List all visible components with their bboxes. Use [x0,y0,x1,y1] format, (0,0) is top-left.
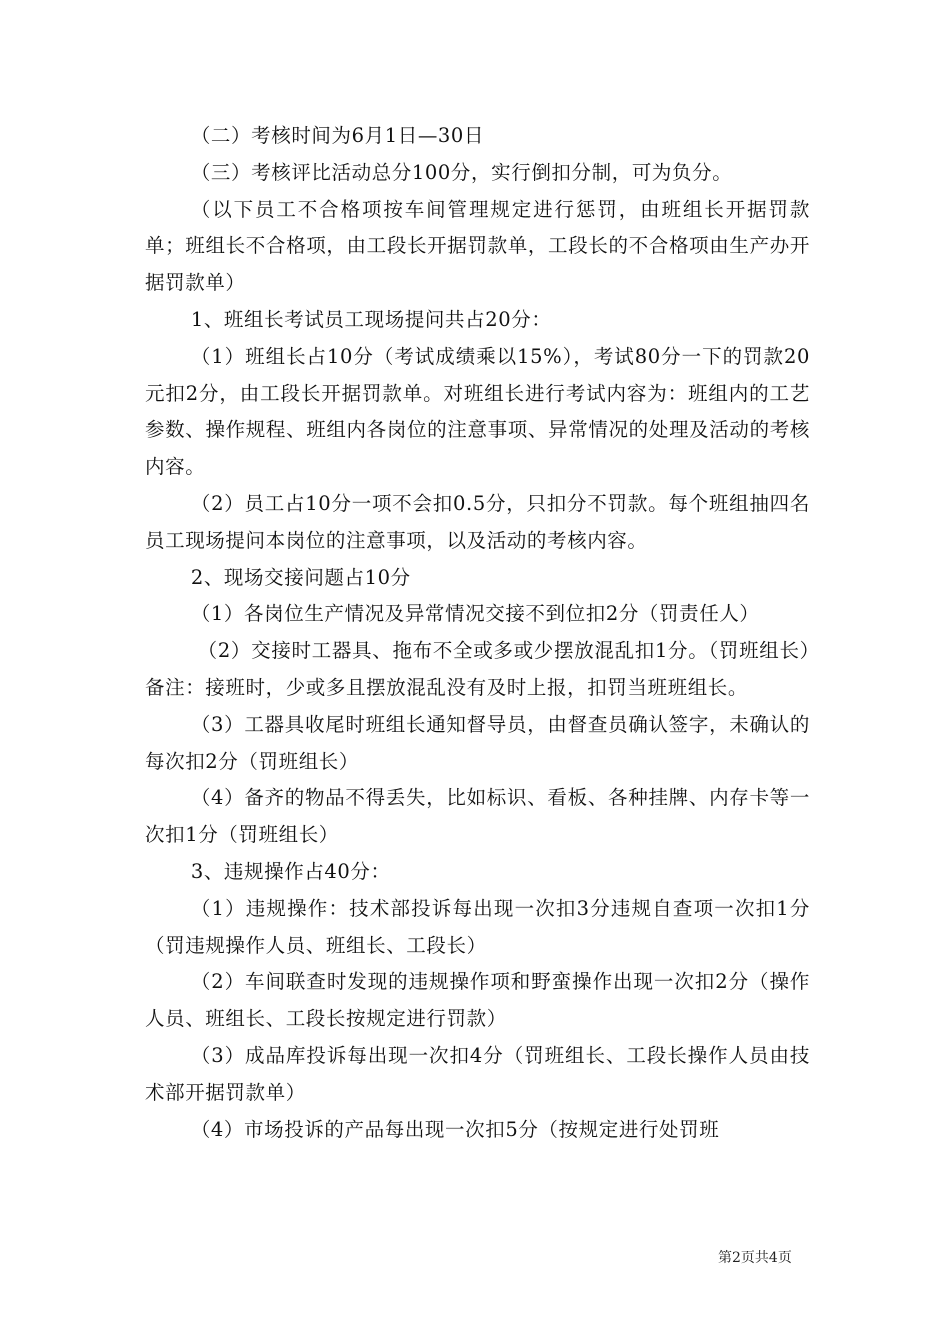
heading-section-2: 2、现场交接问题占10分 [190,565,411,589]
paragraph-assessment-time: （二）考核时间为6月1日—30日 [190,124,485,147]
paragraph-section-1-item-2: （2）员工占10分一项不会扣0.5分，只扣分不罚款。每个班组抽四名员工现场提问本岗位的注意事项，以及活动的考核内容。 [145,491,810,552]
paragraph-section-2-item-2: （2）交接时工器具、拖布不全或多或少摆放混乱扣1分。（罚班组长）备注：接班时，少或多且摆放混乱没有及时上报，扣罚当班班组长。 [145,639,810,699]
paragraph-section-1-item-1: （1）班组长占10分（考试成绩乘以15%），考试80分一下的罚款20元扣2分，由工段长开据罚款单。对班组长进行考试内容为：班组内的工艺参数、操作规程、班组内各岗位的注意事项、异常情况的处理及活动的考核内容。 [145,344,810,479]
paragraph-section-2-item-3: （3）工器具收尾时班组长通知督导员，由督查员确认签字，未确认的每次扣2分（罚班组长） [145,712,810,773]
paragraph-section-3-item-2: （2）车间联查时发现的违规操作项和野蛮操作出现一次扣2分（操作人员、班组长、工段长按规定进行罚款） [145,970,810,1031]
paragraph-section-2-item-1: （1）各岗位生产情况及异常情况交接不到位扣2分（罚责任人） [190,602,760,626]
heading-section-3: 3、违规操作占40分： [190,859,391,883]
paragraph-section-2-item-4: （4）备齐的物品不得丢失，比如标识、看板、各种挂牌、内存卡等一次扣1分（罚班组长） [145,786,810,847]
paragraph-total-score: （三）考核评比活动总分100分，实行倒扣分制，可为负分。 [190,160,733,184]
paragraph-section-3-item-3: （3）成品库投诉每出现一次扣4分（罚班组长、工段长操作人员由技术部开据罚款单） [145,1043,810,1104]
document-body [145,118,810,1148]
paragraph-section-3-item-1: （1）违规操作：技术部投诉每出现一次扣3分违规自查项一次扣1分（罚违规操作人员、班组长、工段长） [145,896,810,957]
paragraph-penalty-note: （以下员工不合格项按车间管理规定进行惩罚，由班组长开据罚款单；班组长不合格项，由工段长开据罚款单，工段长的不合格项由生产办开据罚款单） [145,197,810,295]
paragraph-section-3-item-4: （4）市场投诉的产品每出现一次扣5分（按规定进行处罚班 [190,1117,720,1141]
heading-section-1: 1、班组长考试员工现场提问共占20分： [190,307,552,331]
page-number-indicator: 第2页共4页 [718,1250,792,1266]
